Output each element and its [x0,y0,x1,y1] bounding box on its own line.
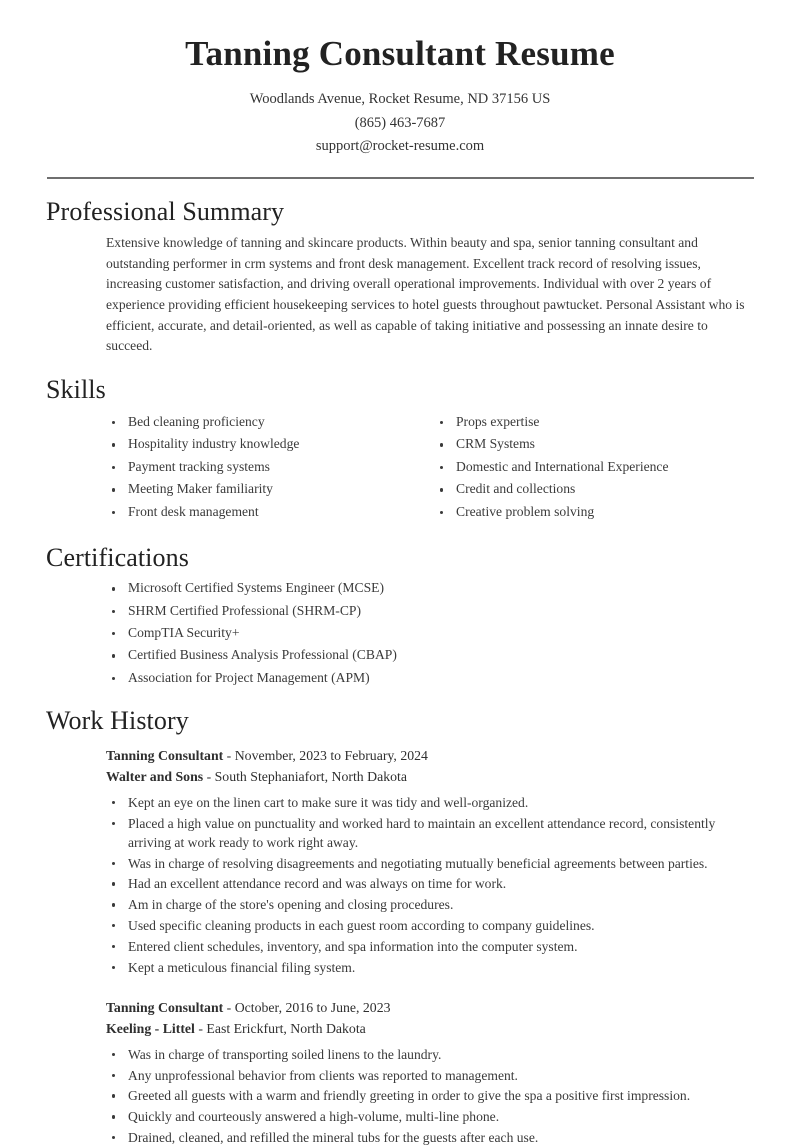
list-item: Bed cleaning proficiency [106,413,422,431]
list-item: Kept an eye on the linen cart to make sure it was tidy and well-organized. [106,793,748,812]
header-divider [47,177,754,179]
list-item: Entered client schedules, inventory, and spa information into the computer system. [106,937,748,956]
section-title-certifications: Certifications [46,542,189,572]
skills-columns [106,411,754,525]
list-item: Credit and collections [434,480,750,498]
list-item: Placed a high value on punctuality and worked hard to maintain an excellent attendance record, consistently arriving at work ready to work right away. [106,814,748,853]
contact-info [0,88,800,158]
list-item: Creative problem solving [434,503,750,521]
list-item: Any unprofessional behavior from clients was reported to management. [106,1066,748,1085]
job-responsibilities-list [106,1045,754,1147]
list-item: Domestic and International Experience [434,458,750,476]
page-title: Tanning Consultant Resume [185,34,615,73]
list-item: Association for Project Management (APM) [106,669,754,688]
section-certifications [0,542,800,688]
certifications-list-wrapper [106,579,754,687]
list-item: SHRM Certified Professional (SHRM-CP) [106,602,754,621]
job-title-line [106,998,754,1019]
list-item: Meeting Maker familiarity [106,480,422,498]
job-title: Tanning Consultant [106,999,224,1015]
section-work-history [0,705,800,1147]
job-bullets-wrapper [106,793,754,977]
job-company-separator: - [194,1020,207,1036]
list-item: Certified Business Analysis Professional (CBAP) [106,646,754,665]
contact-address: Woodlands Avenue, Rocket Resume, ND 37156 US [249,91,551,108]
list-item: Kept a meticulous financial filing system. [106,958,748,977]
job-bullets-wrapper [106,1045,754,1147]
list-item: Am in charge of the store's opening and closing procedures. [106,895,748,914]
list-item: Hospitality industry knowledge [106,435,422,453]
skills-list-left [106,413,422,521]
job-location: East Erickfurt, North Dakota [206,1020,366,1036]
section-professional-summary [0,196,800,357]
job-responsibilities-list [106,793,754,977]
list-item: Had an excellent attendance record and was always on time for work. [106,874,748,893]
job-title: Tanning Consultant [106,747,224,763]
section-title-work-history: Work History [46,705,189,735]
list-item: Quickly and courteously answered a high-volume, multi-line phone. [106,1107,748,1126]
list-item: Was in charge of transporting soiled linens to the laundry. [106,1045,748,1064]
job-title-separator: - [223,747,235,763]
list-item: Front desk management [106,503,422,521]
list-item: Greeted all guests with a warm and friendly greeting in order to give the spa a positive first impression. [106,1086,748,1105]
section-title-skills: Skills [46,374,106,404]
job-dates: November, 2023 to February, 2024 [234,747,428,763]
job-company: Keeling - Littel [106,1020,195,1036]
job-title-separator: - [223,999,235,1015]
list-item: Used specific cleaning products in each guest room according to company guidelines. [106,916,748,935]
work-history-entry [106,746,754,977]
job-location: South Stephaniafort, North Dakota [214,768,407,784]
job-company-line [106,1019,754,1040]
skills-column-right [434,411,750,525]
resume-header [0,0,800,179]
job-company: Walter and Sons [106,768,204,784]
job-title-line [106,746,754,767]
list-item: Microsoft Certified Systems Engineer (MCSE) [106,579,754,598]
job-dates: October, 2016 to June, 2023 [234,999,391,1015]
list-item: Was in charge of resolving disagreements and negotiating mutually beneficial agreements between parties. [106,854,748,873]
list-item: Payment tracking systems [106,458,422,476]
contact-phone[interactable]: (865) 463-7687 [354,114,446,131]
list-item: CompTIA Security+ [106,624,754,643]
work-history-entry [106,998,754,1147]
list-item: Props expertise [434,413,750,431]
job-company-line [106,767,754,788]
certifications-list [106,579,754,687]
skills-list-right [434,413,750,521]
skills-column-left [106,411,422,525]
professional-summary-text: Extensive knowledge of tanning and skincare products. Within beauty and spa, senior tanning consultant and outstanding performer in crm systems and front desk management. Excellent track record of resolving issues, increasing customer satisfaction, and driving overall operational improvements. Individual with over 2 years of experience providing efficient housekeeping services to hotel guests throughout pawtucket. Personal Assistant who is efficient, accurate, and detail-oriented, as well as capable of taking initiative and possessing an innate desire to succeed. [106,234,745,354]
section-skills [0,374,800,525]
section-title-professional-summary: Professional Summary [46,196,285,226]
list-item: Drained, cleaned, and refilled the mineral tubs for the guests after each use. [106,1128,748,1147]
contact-email[interactable]: support@rocket-resume.com [315,138,485,155]
list-item: CRM Systems [434,435,750,453]
job-company-separator: - [203,768,215,784]
